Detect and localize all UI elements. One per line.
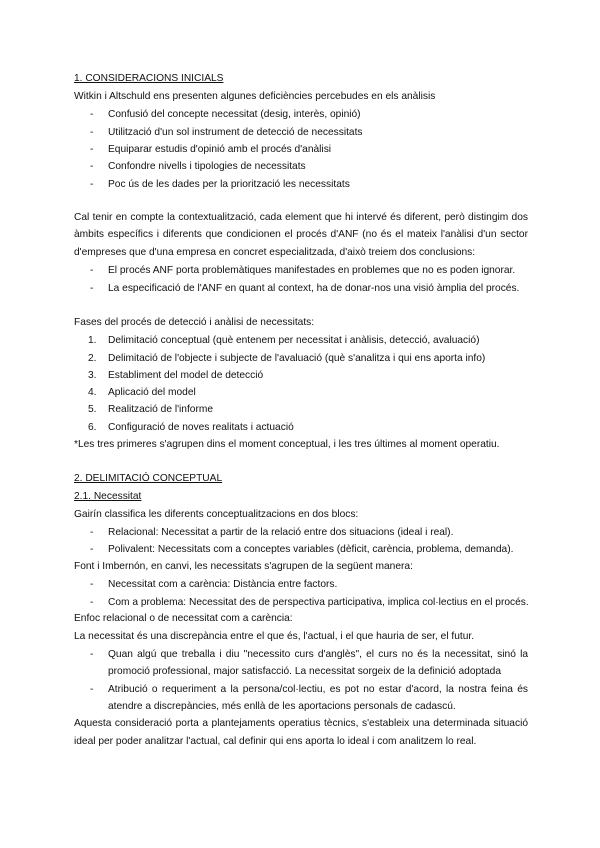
closing-line: ideal per poder analitzar l'actual, cal definir qui ens aporta lo ideal i com analitzem lo real. [74, 736, 477, 747]
list-item: Quan algú que treballa i diu "necessito curs d'anglès", el curs no és la necessitat, sinó la [108, 649, 528, 660]
phase-number: 2. [88, 353, 97, 364]
phases-title: Fases del procés de detecció i anàlisi de necessitats: [74, 317, 315, 328]
phase-number: 1. [88, 335, 97, 346]
definition-line: La necessitat és una discrepància entre el que és, l'actual, i el que hauria de ser, el futur. [74, 631, 475, 642]
phase-number: 4. [88, 387, 97, 398]
bullet-dash: - [90, 283, 94, 294]
list-item: Atribució o requeriment a la persona/col·lectiu, es pot no estar d'acord, la nostra feina és [108, 684, 528, 695]
list-item: Necessitat com a carència: Distància entre factors. [108, 579, 338, 590]
phase-item: Delimitació conceptual (què entenem per necessitat i anàlisis, detecció, avaluació) [108, 335, 480, 346]
bullet-dash: - [90, 161, 94, 172]
phase-item: Establiment del model de detecció [108, 370, 264, 381]
closing-line: Aquesta consideració porta a plantejaments operatius tècnics, s'estableix una determinada situació [74, 718, 528, 729]
font-line: Font i Imbernón, en canvi, les necessitats s'agrupen de la següent manera: [74, 561, 413, 572]
phase-number: 5. [88, 404, 97, 415]
gairin-line: Gairín classifica les diferents conceptualitzacions en dos blocs: [74, 509, 359, 520]
bullet-dash: - [90, 579, 94, 590]
bullet-dash: - [90, 684, 94, 695]
phase-number: 3. [88, 370, 97, 381]
list-item: Utilització d'un sol instrument de detecció de necessitats [108, 127, 363, 138]
bullet-dash: - [90, 527, 94, 538]
enfoc-line: Enfoc relacional o de necessitat com a carència: [74, 613, 293, 624]
bullet-dash: - [90, 544, 94, 555]
list-item: Confondre nivells i tipologies de necessitats [108, 161, 306, 172]
bullet-dash: - [90, 265, 94, 276]
list-item-continued: promoció professional, major satisfacció. La necessitat sorgeix de la definició adoptada [108, 666, 501, 677]
list-item: Equiparar estudis d'opinió amb el procés d'anàlisi [108, 144, 332, 155]
list-item-continued: atendre a discrepàncies, més enllà de les aportacions personals de cadascú. [108, 701, 456, 712]
section-2-heading: 2. DELIMITACIÓ CONCEPTUAL [74, 473, 223, 484]
phase-item: Aplicació del model [108, 387, 196, 398]
list-item: Confusió del concepte necessitat (desig, interès, opinió) [108, 109, 361, 120]
phase-item: Realització de l'informe [108, 404, 213, 415]
bullet-dash: - [90, 144, 94, 155]
phases-note: *Les tres primeres s'agrupen dins el moment conceptual, i les tres últimes al moment operatiu. [74, 439, 500, 450]
bullet-dash: - [90, 109, 94, 120]
list-item: La especificació de l'ANF en quant al context, ha de donar-nos una visió àmplia del procés. [108, 283, 520, 294]
list-item: Relacional: Necessitat a partir de la relació entre dos situacions (ideal i real). [108, 527, 454, 538]
list-item: Polivalent: Necessitats com a conceptes variables (dèficit, carència, problema, demanda). [108, 544, 514, 555]
phase-item: Delimitació de l'objecte i subjecte de l'avaluació (què s'analitza i qui ens aporta info) [108, 353, 486, 364]
bullet-dash: - [90, 597, 94, 608]
paragraph-line: d'empreses que d'una empresa en concret especialitzada, d'això treiem dos conclusions: [74, 247, 476, 258]
paragraph-line: Cal tenir en compte la contextualització, cada element que hi intervé és diferent, però distingim dos [74, 212, 528, 223]
bullet-dash: - [90, 127, 94, 138]
intro-line: Witkin i Altschuld ens presenten algunes deficiències percebudes en els anàlisis [74, 91, 436, 102]
list-item: Com a problema: Necessitat des de perspectiva participativa, implica col·lectius en el procés. [108, 597, 529, 608]
subsection-heading: 2.1. Necessitat [74, 491, 142, 502]
bullet-dash: - [90, 179, 94, 190]
bullet-dash: - [90, 649, 94, 660]
paragraph-line: àmbits específics i diferents que condicionen el procés d'ANF (no és el mateix l'anàlisi d'un sector [74, 229, 528, 240]
section-1-heading: 1. CONSIDERACIONS INICIALS [74, 73, 224, 84]
list-item: Poc ús de les dades per la priorització les necessitats [108, 179, 350, 190]
phase-item: Configuració de noves realitats i actuació [108, 422, 294, 433]
list-item: El procés ANF porta problemàtiques manifestades en problemes que no es poden ignorar. [108, 265, 516, 276]
phase-number: 6. [88, 422, 97, 433]
